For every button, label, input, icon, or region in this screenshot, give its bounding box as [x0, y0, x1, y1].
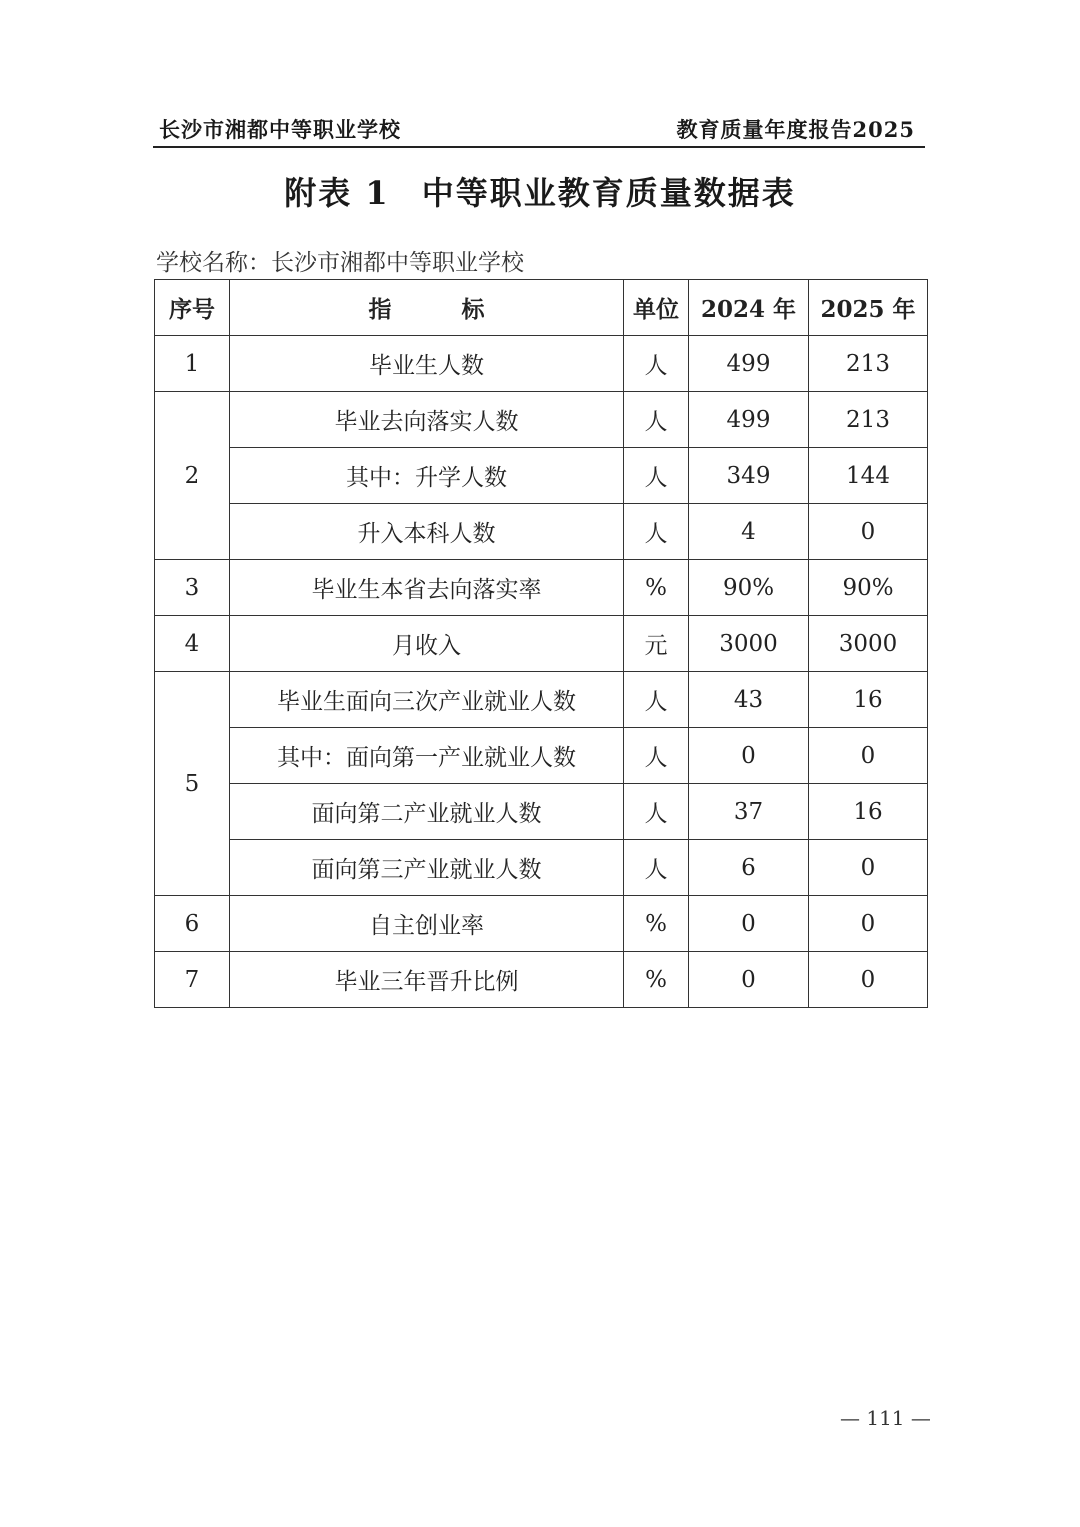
cell-2025: 3000 — [809, 616, 928, 672]
cell-2025: 0 — [809, 840, 928, 896]
header-indicator-part-b: 标 — [461, 296, 485, 323]
cell-2024: 90% — [689, 560, 809, 616]
header-unit: 单位 — [624, 280, 689, 336]
cell-2024: 0 — [689, 728, 809, 784]
header-2025: 2025 年 — [809, 280, 928, 336]
cell-indicator: 面向第三产业就业人数 — [230, 840, 624, 896]
cell-indicator: 毕业生人数 — [230, 336, 624, 392]
table-row — [155, 392, 928, 448]
page-number: — 111 — — [840, 1406, 931, 1430]
cell-seq: 3 — [155, 560, 230, 616]
cell-unit: 人 — [624, 336, 689, 392]
cell-seq: 1 — [155, 336, 230, 392]
cell-unit: % — [624, 560, 689, 616]
cell-indicator: 面向第二产业就业人数 — [230, 784, 624, 840]
header-indicator — [230, 280, 624, 336]
cell-2025: 144 — [809, 448, 928, 504]
cell-2024: 6 — [689, 840, 809, 896]
cell-indicator: 升入本科人数 — [230, 504, 624, 560]
cell-2025: 16 — [809, 784, 928, 840]
cell-2025: 16 — [809, 672, 928, 728]
cell-2025: 0 — [809, 728, 928, 784]
table-row — [155, 896, 928, 952]
cell-2024: 499 — [689, 392, 809, 448]
cell-2025: 213 — [809, 392, 928, 448]
cell-2025: 0 — [809, 896, 928, 952]
cell-unit: % — [624, 896, 689, 952]
cell-seq: 7 — [155, 952, 230, 1008]
cell-indicator: 其中：面向第一产业就业人数 — [230, 728, 624, 784]
cell-indicator: 其中：升学人数 — [230, 448, 624, 504]
table-row — [155, 952, 928, 1008]
cell-2024: 4 — [689, 504, 809, 560]
table-title — [0, 168, 1080, 214]
table-row — [155, 448, 928, 504]
table-row — [155, 560, 928, 616]
page-header — [153, 108, 925, 148]
cell-unit: 人 — [624, 448, 689, 504]
table-title-text: 中等职业教育质量数据表 — [421, 174, 796, 212]
table-row — [155, 616, 928, 672]
cell-2025: 0 — [809, 504, 928, 560]
cell-2025: 90% — [809, 560, 928, 616]
cell-unit: 人 — [624, 504, 689, 560]
table-row — [155, 672, 928, 728]
cell-unit: 人 — [624, 392, 689, 448]
cell-unit: 人 — [624, 728, 689, 784]
quality-data-table — [154, 279, 928, 1008]
cell-2025: 0 — [809, 952, 928, 1008]
cell-seq: 6 — [155, 896, 230, 952]
header-indicator-part-a: 指 — [368, 296, 392, 323]
cell-seq: 5 — [155, 672, 230, 896]
cell-2025: 213 — [809, 336, 928, 392]
cell-2024: 0 — [689, 896, 809, 952]
cell-unit: 元 — [624, 616, 689, 672]
cell-indicator: 自主创业率 — [230, 896, 624, 952]
cell-indicator: 月收入 — [230, 616, 624, 672]
table-header-row — [155, 280, 928, 336]
cell-2024: 0 — [689, 952, 809, 1008]
header-report-title: 教育质量年度报告2025 — [676, 117, 915, 142]
header-school-name: 长沙市湘都中等职业学校 — [159, 117, 401, 142]
table-row — [155, 336, 928, 392]
cell-2024: 43 — [689, 672, 809, 728]
cell-2024: 349 — [689, 448, 809, 504]
cell-indicator: 毕业去向落实人数 — [230, 392, 624, 448]
header-2024: 2024 年 — [689, 280, 809, 336]
cell-2024: 3000 — [689, 616, 809, 672]
table-row — [155, 728, 928, 784]
cell-indicator: 毕业三年晋升比例 — [230, 952, 624, 1008]
cell-indicator: 毕业生面向三次产业就业人数 — [230, 672, 624, 728]
cell-2024: 499 — [689, 336, 809, 392]
header-seq: 序号 — [155, 280, 230, 336]
cell-unit: 人 — [624, 672, 689, 728]
cell-seq: 4 — [155, 616, 230, 672]
cell-unit: 人 — [624, 840, 689, 896]
cell-unit: 人 — [624, 784, 689, 840]
cell-unit: % — [624, 952, 689, 1008]
table-row — [155, 784, 928, 840]
table-row — [155, 504, 928, 560]
table-title-prefix: 附表 1 — [284, 174, 390, 212]
school-name-line: 学校名称：长沙市湘都中等职业学校 — [156, 250, 524, 276]
table-row — [155, 840, 928, 896]
cell-indicator: 毕业生本省去向落实率 — [230, 560, 624, 616]
cell-seq: 2 — [155, 392, 230, 560]
cell-2024: 37 — [689, 784, 809, 840]
